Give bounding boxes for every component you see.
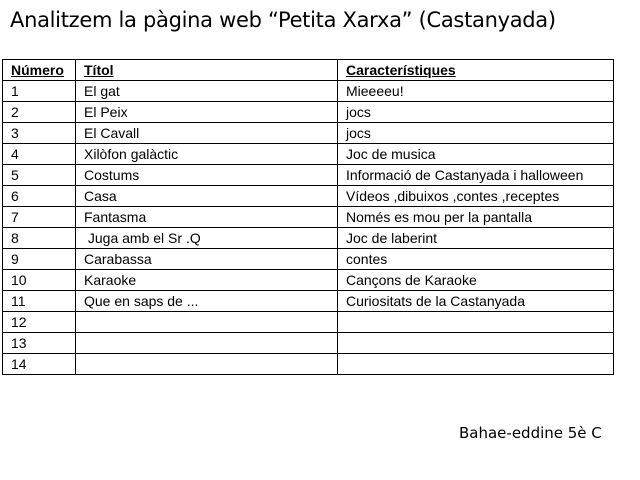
row-number-cell: 1	[3, 81, 76, 102]
row-title-cell: Carabassa	[76, 249, 338, 270]
table-row	[3, 207, 614, 228]
table-row	[3, 270, 614, 291]
table-row	[3, 165, 614, 186]
row-number-cell: 5	[3, 165, 76, 186]
row-title-cell: Karaoke	[76, 270, 338, 291]
row-number-cell: 7	[3, 207, 76, 228]
column-header-features: Característiques	[338, 60, 614, 81]
table-row	[3, 81, 614, 102]
table-row	[3, 249, 614, 270]
row-features-cell	[338, 354, 614, 375]
row-title-cell: Xilòfon galàctic	[76, 144, 338, 165]
row-features-cell: Curiositats de la Castanyada	[338, 291, 614, 312]
row-title-cell: Juga amb el Sr .Q	[76, 228, 338, 249]
table-row	[3, 354, 614, 375]
row-title-cell: El Cavall	[76, 123, 338, 144]
row-number-cell: 10	[3, 270, 76, 291]
row-features-cell: jocs	[338, 102, 614, 123]
table-row	[3, 123, 614, 144]
row-features-cell	[338, 312, 614, 333]
row-number-cell: 12	[3, 312, 76, 333]
row-features-cell: Joc de musica	[338, 144, 614, 165]
table-row	[3, 291, 614, 312]
table-row	[3, 102, 614, 123]
row-features-cell: Només es mou per la pantalla	[338, 207, 614, 228]
row-features-cell: Cançons de Karaoke	[338, 270, 614, 291]
row-features-cell: Vídeos ,dibuixos ,contes ,receptes	[338, 186, 614, 207]
table-row	[3, 144, 614, 165]
row-features-cell: contes	[338, 249, 614, 270]
row-title-cell: El gat	[76, 81, 338, 102]
row-features-cell: Informació de Castanyada i halloween	[338, 165, 614, 186]
table-row	[3, 186, 614, 207]
row-number-cell: 13	[3, 333, 76, 354]
row-number-cell: 14	[3, 354, 76, 375]
row-number-cell: 6	[3, 186, 76, 207]
row-title-cell: El Peix	[76, 102, 338, 123]
row-number-cell: 11	[3, 291, 76, 312]
row-title-cell	[76, 312, 338, 333]
row-title-cell	[76, 354, 338, 375]
row-title-cell	[76, 333, 338, 354]
table-header-row	[3, 60, 614, 81]
table-row	[3, 228, 614, 249]
column-header-number: Número	[3, 60, 76, 81]
row-number-cell: 3	[3, 123, 76, 144]
data-table	[2, 59, 614, 375]
row-features-cell: Joc de laberint	[338, 228, 614, 249]
row-number-cell: 9	[3, 249, 76, 270]
author-signature: Bahae-eddine 5è C	[459, 424, 602, 442]
row-number-cell: 2	[3, 102, 76, 123]
column-header-title: Títol	[76, 60, 338, 81]
row-features-cell: jocs	[338, 123, 614, 144]
row-number-cell: 8	[3, 228, 76, 249]
row-features-cell	[338, 333, 614, 354]
row-title-cell: Costums	[76, 165, 338, 186]
page-title: Analitzem la pàgina web “Petita Xarxa” (Castanyada)	[10, 8, 556, 32]
table-row	[3, 333, 614, 354]
row-features-cell: Mieeeeu!	[338, 81, 614, 102]
row-number-cell: 4	[3, 144, 76, 165]
row-title-cell: Que en saps de ...	[76, 291, 338, 312]
row-title-cell: Casa	[76, 186, 338, 207]
table-row	[3, 312, 614, 333]
row-title-cell: Fantasma	[76, 207, 338, 228]
